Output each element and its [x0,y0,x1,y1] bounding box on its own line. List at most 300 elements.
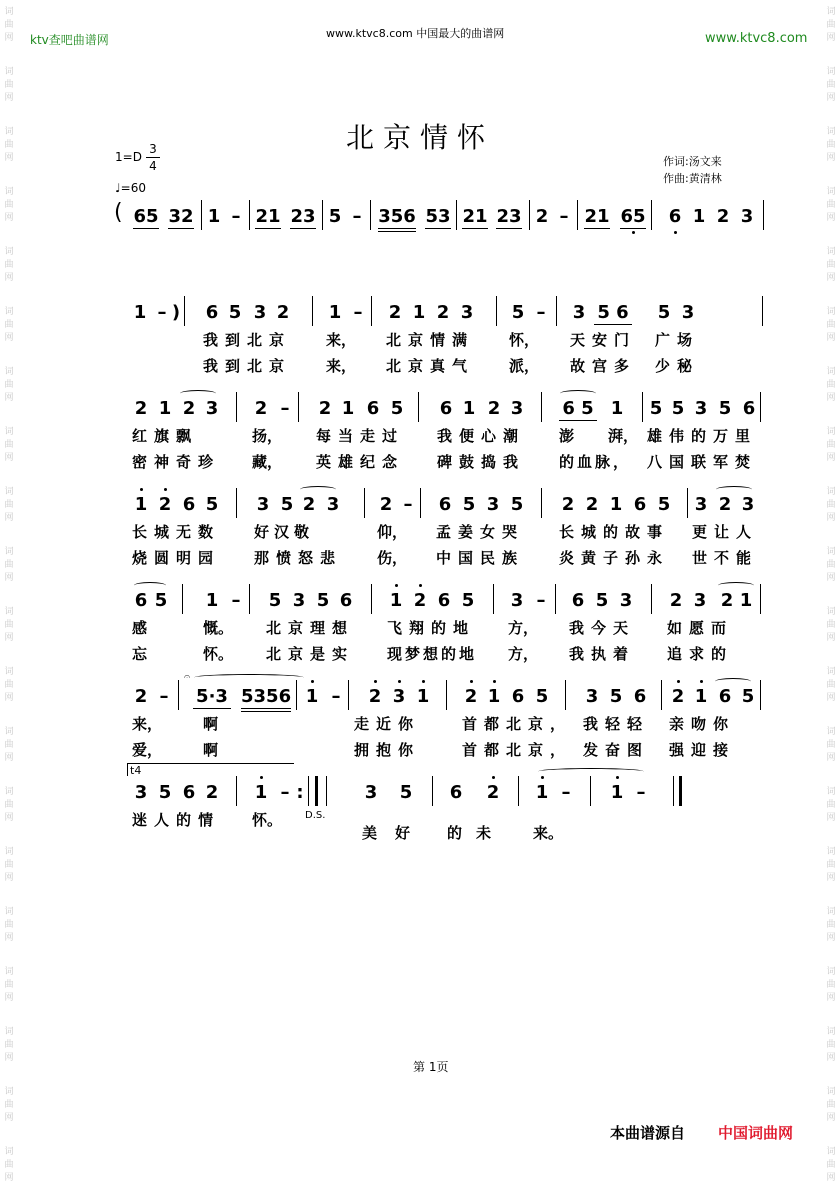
watermark-char: 网 [4,93,14,103]
note: 1 [207,206,221,227]
note: 356 [378,206,416,232]
watermark-char: 网 [4,393,14,403]
watermark-char: 曲 [826,740,836,750]
note: 2 [366,686,384,708]
lyric: 更让人 [692,523,759,541]
watermark-char: 词 [4,847,14,857]
lyric: 来。 [533,824,564,842]
note: 6 [182,494,196,515]
watermark-char: 曲 [4,440,14,450]
watermark-char: 网 [826,693,836,703]
note: 1 [609,494,623,515]
note: 5 [399,782,413,803]
note: 3 [326,494,340,515]
note: 2 [134,398,148,419]
watermark-char: 词 [826,607,836,617]
lyric: 强迎接 [669,741,736,759]
watermark-char: 词 [826,187,836,197]
note: 6 [666,206,684,228]
barline [590,776,591,806]
watermark-char: 曲 [826,140,836,150]
note: 1 [414,686,432,708]
note: 2 [716,206,730,227]
note: 3 [205,398,219,419]
barline [763,200,764,230]
watermark-char: 词 [826,667,836,677]
note: 2 [585,494,599,515]
lyric: 飞翔的地 [387,619,476,637]
watermark-char: 曲 [826,500,836,510]
lyrics-row-4-verse-1 [0,523,840,543]
watermark-char: 网 [826,993,836,1003]
watermark-char: 曲 [4,560,14,570]
note: 3 [510,590,524,611]
note: 1 [485,686,503,708]
lyric: 啊 [203,715,219,733]
note: 3 [510,398,524,419]
barline [371,296,372,326]
note: 5 [268,590,282,611]
watermark-char: 词 [4,67,14,77]
watermark-char: 词 [4,127,14,137]
watermark-char: 曲 [826,560,836,570]
note: 21 [462,206,488,227]
barline [371,584,372,614]
note: 2 [561,494,575,515]
watermark-char: 曲 [826,1160,836,1170]
lyric: 碑鼓捣我 [437,453,526,471]
lyric: 北京是实 [266,645,355,663]
note: 23 [290,206,316,227]
lyric: 派， [509,357,540,375]
lyric: 密神奇珍 [132,453,221,471]
watermark-char: 词 [826,247,836,257]
note: 6 [439,398,453,419]
note: 6 [182,782,196,803]
watermark-char: 词 [826,307,836,317]
lyric: 那愤怒悲 [254,549,343,567]
watermark-char: 曲 [4,800,14,810]
watermark-char: 曲 [4,620,14,630]
lyric: 首都北京， [462,715,573,733]
barline [556,296,557,326]
barline [541,488,542,518]
source-label: 本曲谱源自 [610,1124,686,1142]
barline [565,680,566,710]
tie [194,674,304,681]
watermark-char: 曲 [826,20,836,30]
note: 2 [669,590,683,611]
lyric: 的未 [447,824,506,842]
lyrics-row-2-verse-1 [0,331,840,351]
lyric: 澎 [559,427,575,445]
watermark-char: 曲 [4,80,14,90]
note: 1 [341,398,355,419]
watermark-char: 词 [4,547,14,557]
lyric: 我轻轻 [583,715,650,733]
note: 5 [205,494,219,515]
barline [496,296,497,326]
note: 1 [158,398,172,419]
lyric: 少秘 [655,357,700,375]
watermark-char: 词 [4,427,14,437]
lyric: 感 [132,619,148,637]
close-paren: ) [171,302,181,323]
lyric: 迷人的情 [132,811,221,829]
note: 2 [156,494,174,516]
watermark-char: 网 [4,633,14,643]
lyric: 如愿而 [667,619,734,637]
watermark-char: 词 [4,667,14,677]
note: 3 [693,590,707,611]
barline [236,776,237,806]
note: 1 [692,686,710,708]
note: 2 [379,494,393,515]
lyric: 怀， [509,331,540,349]
note: 5 [671,398,685,419]
watermark-char: 词 [4,907,14,917]
watermark-char: 网 [826,753,836,763]
note: 2 [720,590,734,611]
note-dash: – [280,398,290,419]
time-signature-bottom: 4 [149,159,157,173]
watermark-char: 词 [826,67,836,77]
note: 5·3 [193,686,231,709]
watermark-char: 曲 [4,1160,14,1170]
note: 5 [511,302,525,323]
watermark-char: 网 [4,153,14,163]
note: 6 [571,590,585,611]
note: 1 [205,590,219,611]
barline [577,200,578,230]
right-watermark-strip [824,0,838,1183]
lyric: 的血脉， [559,453,632,471]
watermark-char: 词 [826,847,836,857]
barline [493,584,494,614]
note: 3 [486,494,500,515]
note: 2 [718,494,732,515]
lyric: 长城的故事 [559,523,670,541]
note: 1 [610,398,624,419]
source-site-link[interactable]: 中国词曲网 [718,1124,794,1142]
watermark-char: 词 [4,247,14,257]
note-dash: – [403,494,413,515]
watermark-char: 曲 [826,980,836,990]
note: 3 [364,782,378,803]
watermark-char: 网 [826,513,836,523]
page-number: 第 1页 [413,1060,449,1074]
note: 5 [535,686,549,707]
watermark-char: 词 [826,427,836,437]
barline [420,488,421,518]
lyric: 世不能 [692,549,759,567]
header-site-url[interactable]: www.ktvc8.com [705,31,808,46]
lyric: 好汉敬 [254,523,315,541]
watermark-char: 网 [826,933,836,943]
barline [760,584,761,614]
barline [178,680,179,710]
watermark-char: 网 [826,813,836,823]
watermark-char: 曲 [826,860,836,870]
note: 1 [303,686,321,708]
note: 6 [718,686,732,707]
lyricist: 作词:汤文来 [663,155,722,168]
note: 3 [619,590,633,611]
barline [236,392,237,422]
lyrics-row-3-verse-2 [0,453,840,473]
watermark-char: 网 [4,213,14,223]
note: 65 [620,206,646,227]
lyric: 伤， [377,549,408,567]
watermark-char: 词 [826,127,836,137]
barline [642,392,643,422]
barline [651,584,652,614]
watermark-char: 词 [4,7,14,17]
watermark-char: 曲 [826,200,836,210]
lyric: 孟姜女哭 [436,523,525,541]
key-signature: 1=D [115,150,142,164]
note-dash: – [636,782,646,803]
lyric: 八国联军焚 [647,453,758,471]
lyrics-row-6-verse-1 [0,715,840,735]
watermark-char: 网 [4,873,14,883]
watermark-char: 网 [4,1113,14,1123]
barline [249,584,250,614]
barline [760,680,761,710]
tie [716,486,752,493]
watermark-char: 曲 [4,1040,14,1050]
lyric: 亲吻你 [669,715,736,733]
lyric: 我执着 [569,645,636,663]
lyric: 扬， [252,427,283,445]
lyric: 慨。 [203,619,234,637]
note: 5 [657,494,671,515]
note: 3 [134,782,148,803]
note: 2 [462,686,480,708]
watermark-char: 网 [826,33,836,43]
watermark-char: 网 [4,933,14,943]
note: 21 [255,206,281,227]
note: 5 [316,590,330,611]
note: 5 [510,494,524,515]
note: 5 6 [594,302,632,325]
barline [182,584,183,614]
watermark-char: 曲 [826,680,836,690]
lyric: 每当走过 [316,427,405,445]
watermark-char: 曲 [4,680,14,690]
lyric: 炎黄子孙永 [559,549,670,567]
watermark-char: 词 [4,1027,14,1037]
note: 2 [487,398,501,419]
note: 2 [388,302,402,323]
watermark-char: 曲 [4,740,14,750]
note: 5 [649,398,663,419]
watermark-char: 网 [4,273,14,283]
tie [134,582,166,589]
lyrics-row-7-ending [0,824,840,844]
lyric: 中国民族 [436,549,525,567]
note-dash: – [536,590,546,611]
note: 2 [254,398,268,419]
barline [760,392,761,422]
watermark-char: 网 [4,753,14,763]
watermark-char: 网 [4,33,14,43]
watermark-char: 曲 [826,80,836,90]
note-dash: – [159,686,169,707]
watermark-char: 网 [826,153,836,163]
note: 5 [609,686,623,707]
note: 3 [740,206,754,227]
note: 23 [496,206,522,227]
watermark-char: 网 [826,1053,836,1063]
watermark-char: 词 [826,1087,836,1097]
watermark-char: 词 [826,487,836,497]
lyric: 来， [326,357,357,375]
header-site-name[interactable]: ktv查吧曲谱网 [30,33,109,47]
final-barline [673,776,682,806]
lyric: 怀。 [203,645,234,663]
watermark-char: 网 [4,993,14,1003]
watermark-char: 网 [4,813,14,823]
note: 21 [584,206,610,227]
note: 3 [694,494,708,515]
lyrics-row-3-verse-1 [0,427,840,447]
note-dash: – [157,302,167,323]
note: 5 [280,494,294,515]
lyrics-row-5-verse-1 [0,619,840,639]
note: 5 [461,590,475,611]
note: 53 [425,206,451,227]
composer: 作曲:黄清林 [663,172,722,185]
watermark-char: 网 [826,573,836,583]
barline [249,200,250,230]
note: 5 [228,302,242,323]
note: 1 [328,302,342,323]
note: 2 [535,206,549,227]
watermark-char: 词 [4,307,14,317]
repeat-barline [308,776,318,806]
time-signature-top: 3 [149,142,157,156]
lyrics-row-6-verse-2 [0,741,840,761]
note: 5 [741,686,755,707]
watermark-char: 网 [826,1173,836,1183]
watermark-char: 曲 [4,380,14,390]
note: 3 [390,686,408,708]
segno-icon: 𝄐 [184,670,191,683]
lyrics-row-2-verse-2 [0,357,840,377]
note: 2 [318,398,332,419]
watermark-char: 网 [4,693,14,703]
note: 6 [134,590,148,611]
tie [538,768,644,775]
lyric: 雄伟的万里 [647,427,758,445]
watermark-char: 词 [4,1147,14,1157]
watermark-char: 词 [4,607,14,617]
lyric: 仰， [377,523,408,541]
lyric: 我便心潮 [437,427,526,445]
lyric: 烧圆明园 [132,549,221,567]
barline [364,488,365,518]
watermark-char: 曲 [4,500,14,510]
lyric: 方， [508,645,539,663]
watermark-char: 网 [826,333,836,343]
watermark-char: 曲 [4,980,14,990]
watermark-char: 曲 [826,260,836,270]
note: 5 [462,494,476,515]
note: 1 [533,782,551,804]
watermark-char: 曲 [826,380,836,390]
lyric: 我到北京 [203,357,292,375]
watermark-char: 词 [826,367,836,377]
lyric: 来， [326,331,357,349]
note: 3 [741,494,755,515]
volta-label: t4 [130,764,142,777]
watermark-char: 网 [4,573,14,583]
header-site-tagline[interactable]: www.ktvc8.com 中国最大的曲谱网 [326,27,505,40]
watermark-char: 词 [4,787,14,797]
barline [184,296,185,326]
lyric: 方， [508,619,539,637]
lyric: 首都北京， [462,741,573,759]
watermark-char: 曲 [826,320,836,330]
note-dash: – [231,590,241,611]
lyric: 啊 [203,741,219,759]
barline [661,680,662,710]
barline [541,392,542,422]
note: 5 [158,782,172,803]
note: 3 [585,686,599,707]
lyric: 怀。 [252,811,283,829]
barline [687,488,688,518]
watermark-char: 词 [4,1087,14,1097]
barline [555,584,556,614]
note-dash: – [352,206,362,227]
barline [529,200,530,230]
note: 2 [302,494,316,515]
watermark-char: 词 [826,727,836,737]
watermark-char: 曲 [826,440,836,450]
note: 6 [633,494,647,515]
time-signature [146,141,160,174]
lyric: 英雄纪念 [316,453,405,471]
note-dash: – [353,302,363,323]
watermark-char: 词 [826,547,836,557]
lyric: 天安门 [570,331,637,349]
watermark-char: 词 [826,7,836,17]
lyric: 现梦想的地 [387,645,478,663]
watermark-char: 网 [4,1173,14,1183]
lyric: 北京情满 [386,331,475,349]
note: 6 [633,686,647,707]
watermark-char: 曲 [826,920,836,930]
lyrics-row-5-verse-2 [0,645,840,665]
watermark-char: 词 [826,1027,836,1037]
watermark-char: 网 [826,453,836,463]
note: 1 [387,590,405,612]
lyric: 藏， [252,453,283,471]
watermark-char: 词 [4,367,14,377]
note: 6 [742,398,756,419]
note: 1 [608,782,626,804]
note: 5 [718,398,732,419]
watermark-char: 词 [826,907,836,917]
repeat-dots: : [296,782,304,803]
note: 5 [595,590,609,611]
note: 1 [462,398,476,419]
watermark-char: 网 [826,633,836,643]
watermark-char: 曲 [826,1040,836,1050]
note-dash: – [559,206,569,227]
